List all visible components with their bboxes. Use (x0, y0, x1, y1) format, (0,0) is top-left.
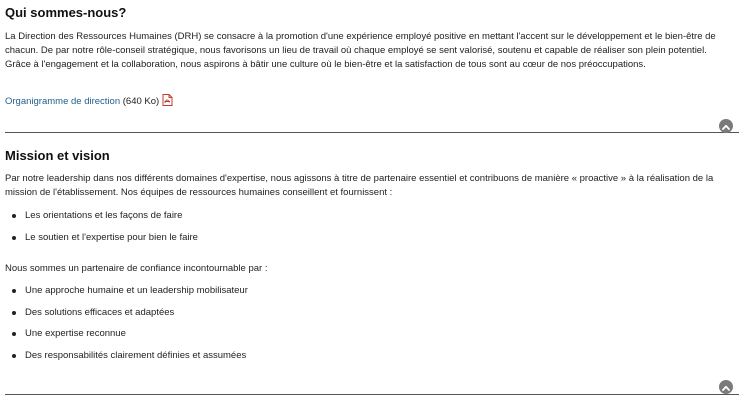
list-item: Les orientations et les façons de faire (5, 209, 198, 231)
list-item: Une approche humaine et un leadership mobilisateur (5, 284, 248, 306)
section-divider (5, 394, 739, 395)
chevron-up-icon (722, 117, 730, 135)
services-list (5, 209, 198, 252)
chevron-up-icon (722, 378, 730, 396)
org-chart-link[interactable]: Organigramme de direction (5, 96, 121, 107)
partner-qualities-list (5, 284, 248, 370)
section-divider (5, 132, 739, 133)
back-to-top-button[interactable] (719, 119, 733, 133)
list-item: Des responsabilités clairement définies et assumées (5, 349, 248, 371)
section-intro-paragraph: La Direction des Ressources Humaines (DRH) se consacre à la promotion d'une expérience employé positive en mettant l'accent sur le développement et le bien-être de chacun. De par notre rôle-conseil stratégique, nous favorisons un lieu de travail où chaque employé se sent valorisé, soutenu et capable de réaliser son plein potentiel. Grâce à l'engagement et la collaboration, nous aspirons à bâtir une culture où le bien-être et la satisfaction de tous sont au cœur de nos préoccupations. (5, 31, 716, 70)
org-chart-link-row (5, 94, 173, 111)
list-item: Le soutien et l'expertise pour bien le faire (5, 231, 198, 253)
list-item: Des solutions efficaces et adaptées (5, 306, 248, 328)
file-size-label: (640 Ko) (120, 96, 160, 107)
section-title-qui-sommes-nous: Qui sommes-nous? (5, 5, 127, 20)
pdf-icon (162, 94, 173, 111)
list-item: Une expertise reconnue (5, 327, 248, 349)
section-title-mission-vision: Mission et vision (5, 148, 110, 163)
partner-intro-paragraph: Nous sommes un partenaire de confiance incontournable par : (5, 263, 268, 274)
mission-intro-paragraph: Par notre leadership dans nos différents domaines d'expertise, nous agissons à titre de partenaire essentiel et contribuons de manière « proactive » à la réalisation de la mission de l'établissement. Nos équipes de ressources humaines conseillent et fournissent : (5, 173, 714, 198)
back-to-top-button[interactable] (719, 380, 733, 394)
